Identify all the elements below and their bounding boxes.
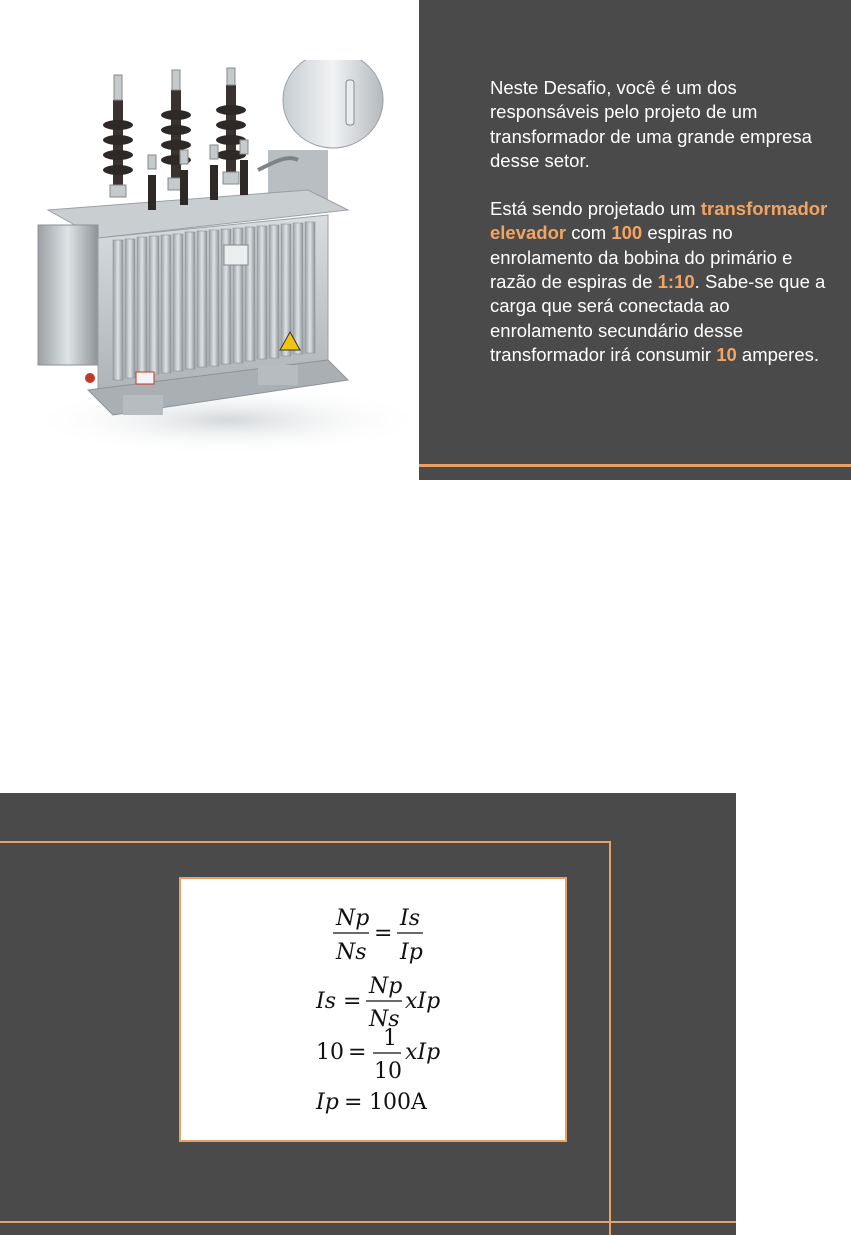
eq1-numerator-np: Np (336, 906, 370, 931)
eq4-result (369, 1090, 428, 1115)
challenge-panel (419, 0, 851, 480)
eq4-equals: = (344, 1090, 363, 1115)
problem-paragraph (490, 197, 835, 367)
solution-panel (0, 793, 736, 1235)
eq1-equals: = (374, 921, 393, 946)
panel-divider (419, 464, 851, 467)
eq2-is: Is (316, 989, 336, 1014)
highlight-ratio: 1:10 (657, 271, 695, 293)
text-segment: Está sendo projetado um (490, 198, 701, 220)
eq3-numerator-one: 1 (383, 1026, 397, 1051)
text-segment: amperes. (736, 343, 820, 365)
eq1-denominator-ns: Ns (336, 940, 367, 965)
eq2-xip: xIp (405, 989, 441, 1014)
eq4-ip: Ip (316, 1090, 339, 1115)
eq1-numerator-is: Is (400, 906, 420, 931)
frame-line-top (0, 841, 611, 843)
eq2-denominator-ns: Ns (369, 1007, 400, 1032)
eq2-numerator-np: Np (369, 974, 403, 999)
formula-equations (181, 879, 565, 1140)
frame-line-bottom (0, 1221, 736, 1223)
challenge-text (490, 76, 835, 367)
eq3-xip: xIp (405, 1040, 441, 1065)
frame-line-right (609, 841, 611, 1235)
text-segment: espiras no enrolamento da bobina do primário e razão de espiras de (490, 222, 793, 293)
eq2-equals: = (343, 989, 362, 1014)
eq3-denominator-ten: 10 (374, 1059, 402, 1084)
eq3-ten: 10 (316, 1040, 344, 1065)
highlight-transformer-type: transformador elevador (490, 198, 828, 244)
highlight-current: 10 (716, 343, 737, 365)
eq1-denominator-ip: Ip (400, 940, 423, 965)
highlight-turns: 100 (611, 222, 643, 244)
intro-paragraph: Neste Desafio, você é um dos responsáveis pelo projeto de um transformador de uma grande empresa desse setor. (490, 77, 812, 171)
eq4-result-value: 100A (369, 1090, 427, 1115)
formula-box (179, 877, 567, 1142)
text-segment: . Sabe-se que a carga que será conectada ao enrolamento secundário desse transformador irá consumir (490, 271, 826, 365)
power-transformer-icon (28, 60, 418, 460)
eq3-equals: = (348, 1040, 367, 1065)
text-segment: com (566, 222, 612, 244)
